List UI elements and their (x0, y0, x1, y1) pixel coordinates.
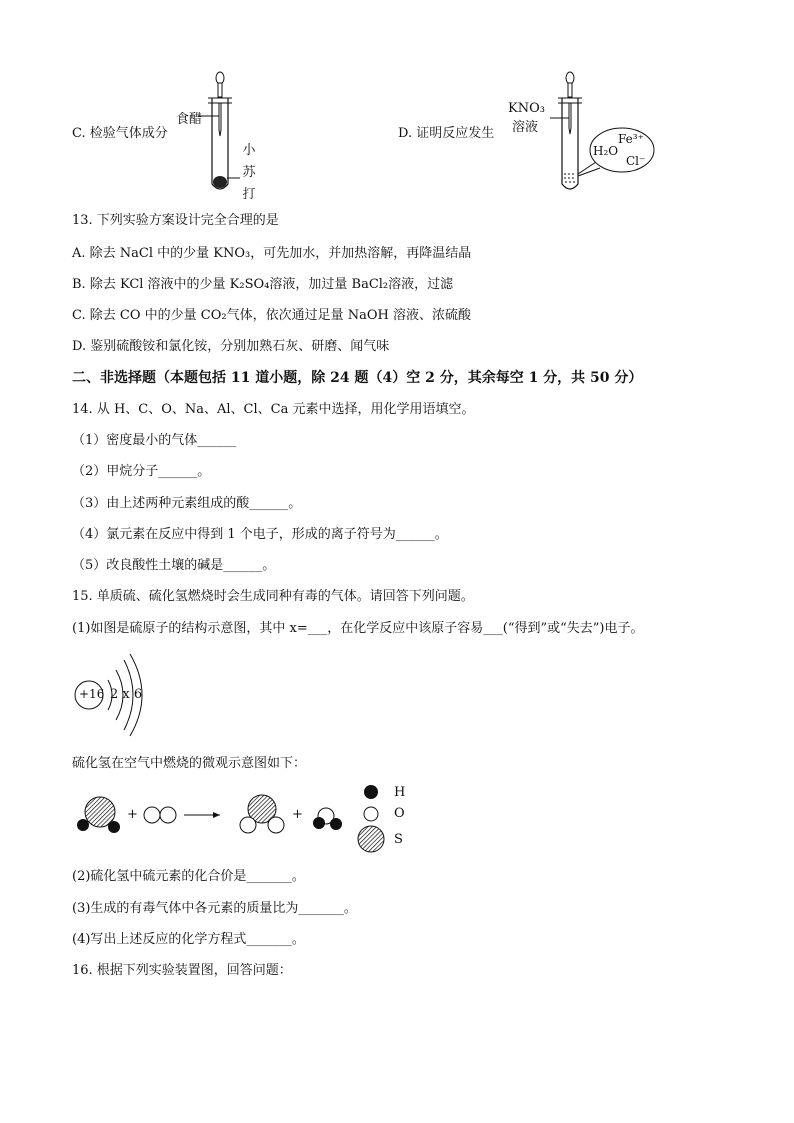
electron-shells: 2 x 6 (110, 687, 143, 702)
q13-option-d: D. 鉴别硫酸铵和氯化铵，分别加熟石灰、研磨、闻气味 (72, 339, 390, 354)
option-c-label: C. 检验气体成分 (72, 126, 168, 141)
legend-icons (356, 783, 396, 855)
vinegar-label: 食醋 (176, 112, 203, 127)
kno3-solution-word: 溶液 (512, 120, 539, 135)
ion-fe3: Fe³⁺ (618, 132, 644, 146)
section-heading: 二、非选择题（本题包括 11 道小题，除 24 题（4）空 2 分，其余每空 1 分，共 50 分） (72, 370, 643, 386)
q14-item: （5）改良酸性土壤的碱是______。 (72, 558, 276, 573)
q13-option-c: C. 除去 CO 中的少量 CO₂气体，依次通过足量 NaOH 溶液、浓硫酸 (72, 308, 471, 323)
ion-h2o: H₂O (593, 144, 619, 158)
q15-part3: (3)生成的有毒气体中各元素的质量比为_______。 (72, 901, 357, 916)
baking-soda-label (242, 140, 256, 206)
q15-part2: (2)硫化氢中硫元素的化合价是_______。 (72, 869, 305, 884)
baking-soda-char: 苏 (242, 165, 256, 180)
nucleus-charge: +16 (79, 687, 105, 701)
q15-part1: (1)如图是硫原子的结构示意图，其中 x=___，在化学反应中该原子容易___(“得到”或“失去”)电子。 (72, 621, 644, 636)
q14-item: （2）甲烷分子______。 (72, 464, 211, 479)
q14-item: （1）密度最小的气体______ (72, 433, 237, 448)
plus-sign: + (127, 807, 138, 822)
kno3-formula: KNO₃ (508, 101, 545, 116)
legend-o: O (394, 806, 405, 821)
q15-part4: (4)写出上述反应的化学方程式_______。 (72, 932, 305, 947)
option-d-label: D. 证明反应发生 (398, 126, 495, 141)
q14-item: （4）氯元素在反应中得到 1 个电子，形成的离子符号为______。 (72, 527, 448, 542)
baking-soda-char: 打 (242, 187, 256, 202)
legend-s: S (394, 832, 403, 847)
q13-option-a: A. 除去 NaCl 中的少量 KNO₃，可先加水，并加热溶解，再降温结晶 (72, 246, 472, 261)
ion-cl: Cl⁻ (626, 154, 646, 168)
q14-item: （3）由上述两种元素组成的酸______。 (72, 496, 302, 511)
q14-stem: 14. 从 H、C、O、Na、Al、Cl、Ca 元素中选择，用化学用语填空。 (72, 402, 475, 417)
q13-stem: 13. 下列实验方案设计完全合理的是 (72, 213, 279, 228)
q13-option-b: B. 除去 KCl 溶液中的少量 K₂SO₄溶液，加过量 BaCl₂溶液，过滤 (72, 277, 454, 292)
legend-h: H (394, 785, 406, 800)
plus-sign: + (292, 807, 303, 822)
q16-stem: 16. 根据下列实验装置图，回答问题： (72, 963, 292, 978)
baking-soda-char: 小 (242, 143, 256, 158)
q15-stem: 15. 单质硫、硫化氢燃烧时会生成同种有毒的气体。请回答下列问题。 (72, 589, 474, 604)
micro-intro: 硫化氢在空气中燃烧的微观示意图如下： (72, 756, 307, 771)
